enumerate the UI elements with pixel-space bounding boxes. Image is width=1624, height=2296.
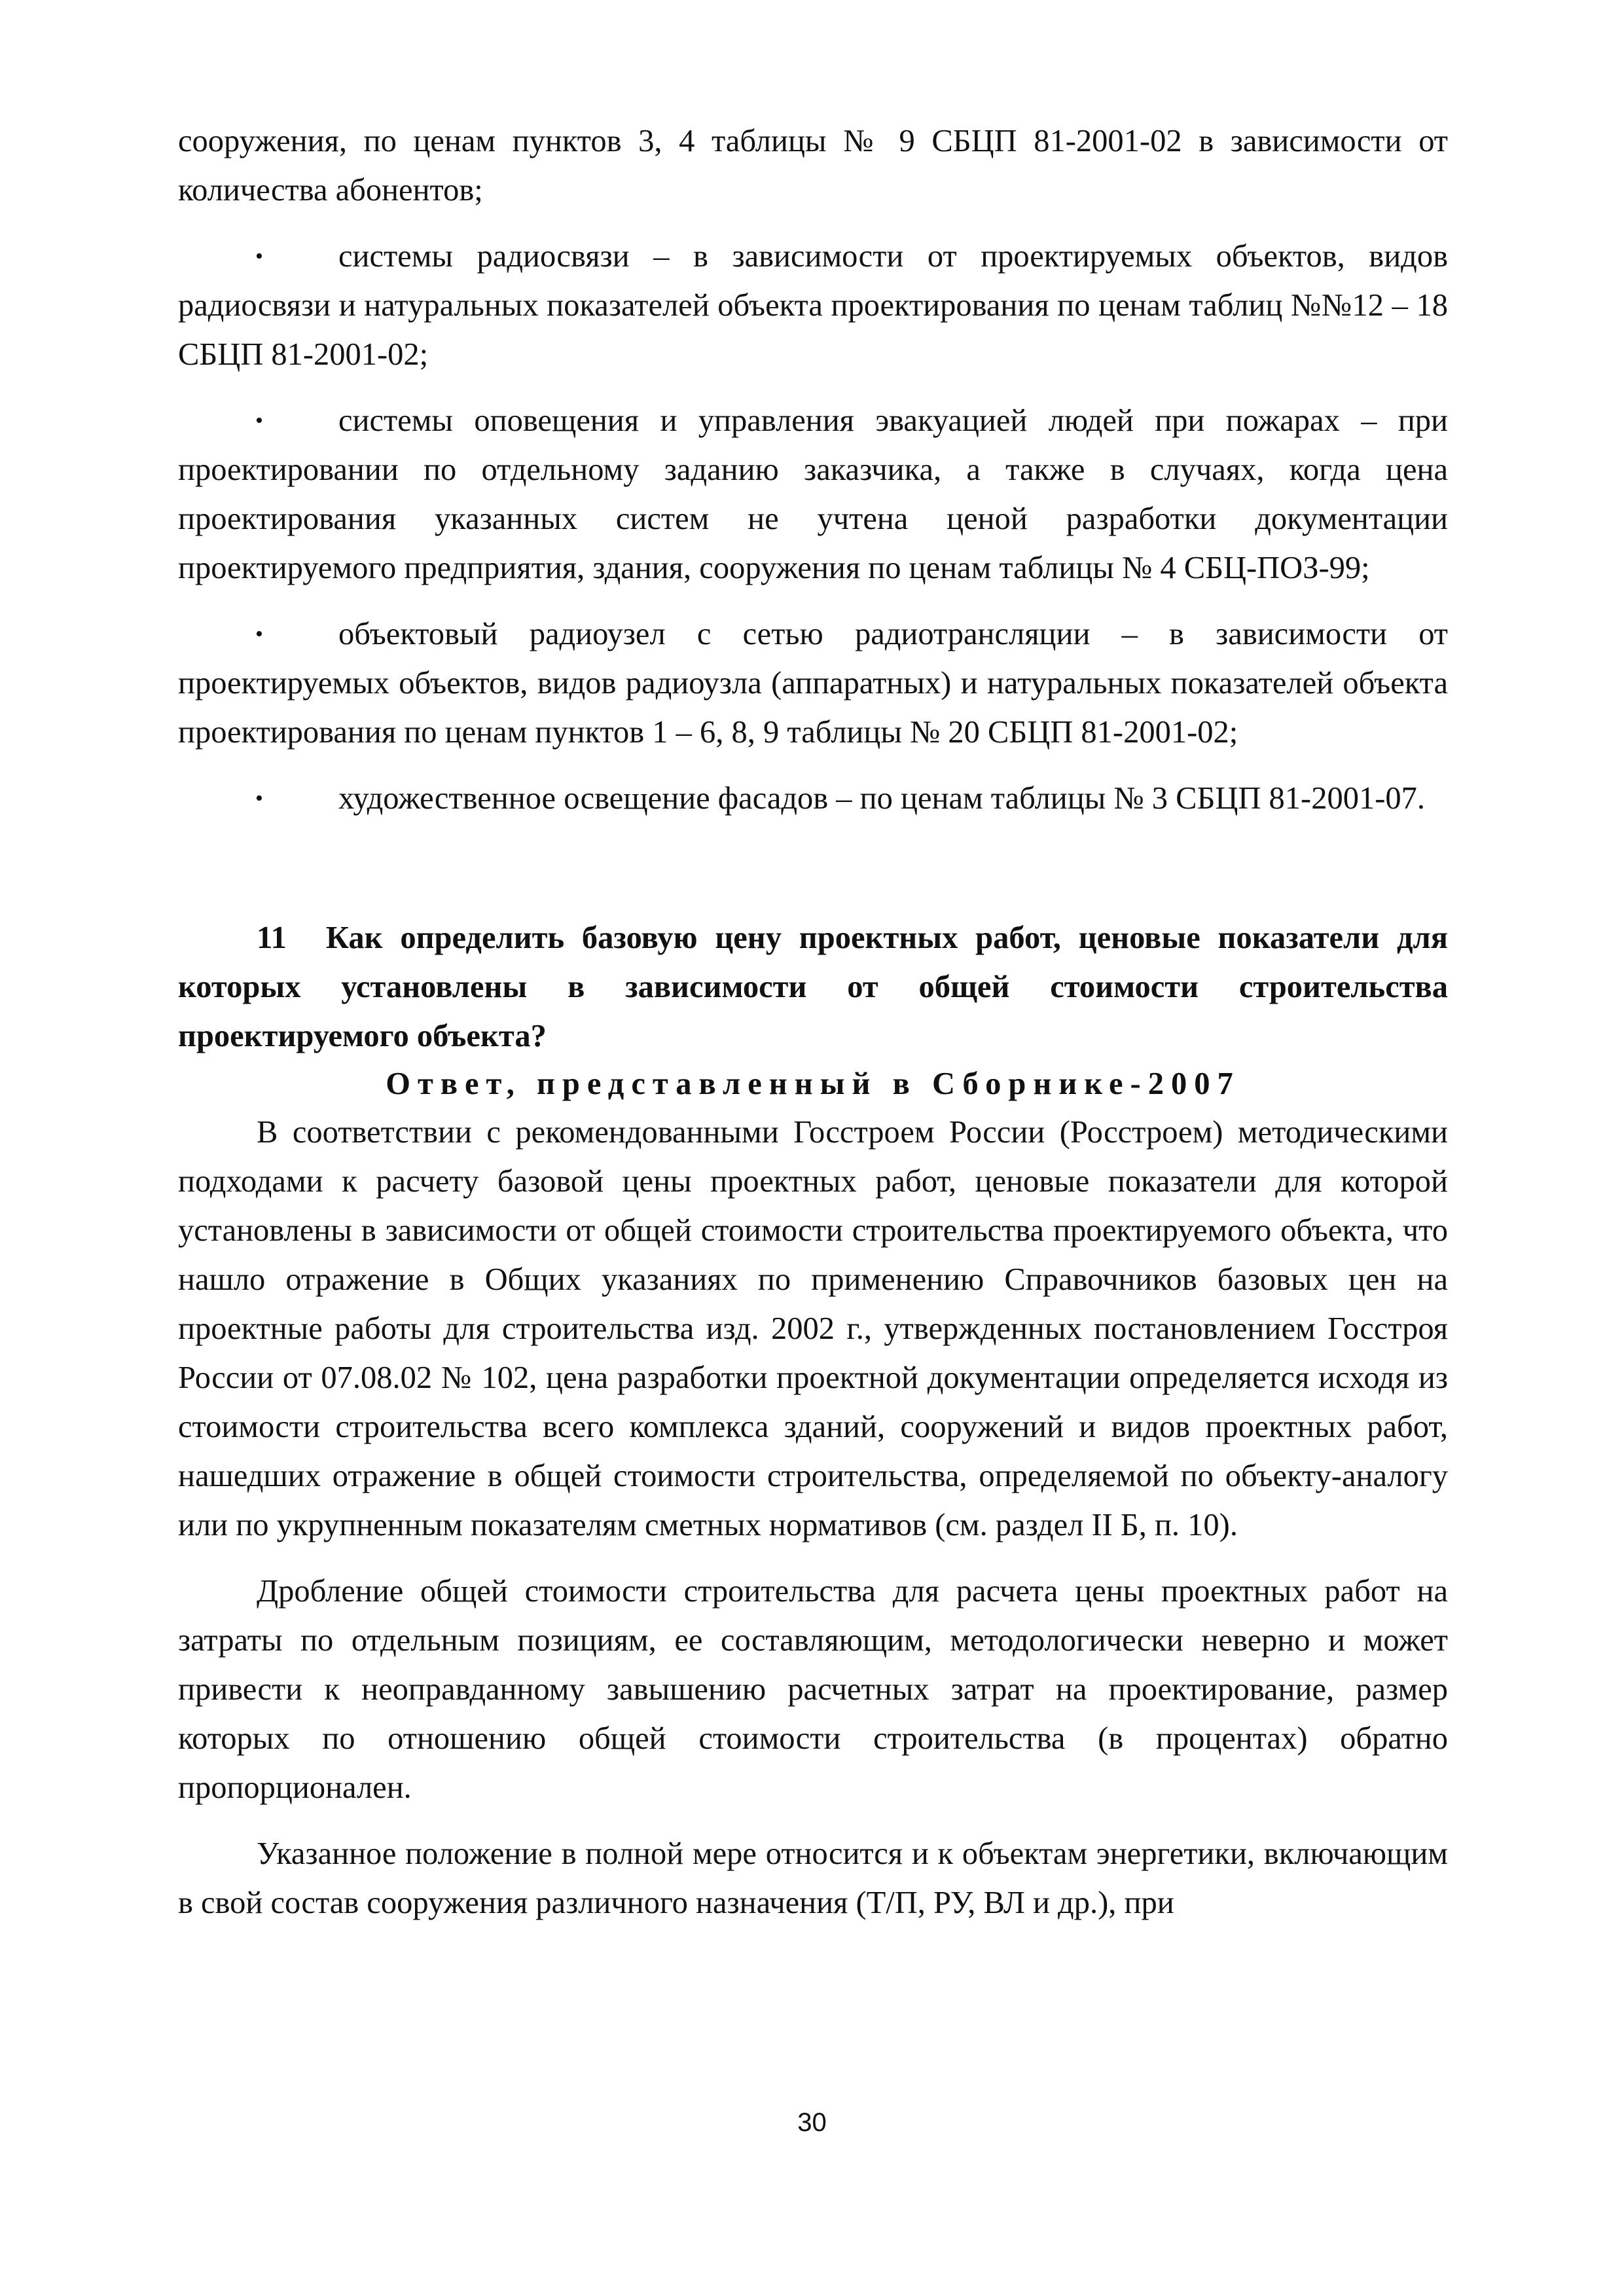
bullet-item [178, 232, 1448, 379]
answer-title: Ответ, представленный в Сборнике-2007 [386, 1066, 1240, 1101]
bullet-text: художественное освещение фасадов – по ценам таблицы № 3 СБЦП 81-2001-07. [338, 781, 1425, 816]
intro-paragraph: сооружения, по ценам пунктов 3, 4 таблицы № 9 СБЦП 81-2001-02 в зависимости от количества абонентов; [178, 124, 1448, 208]
bullet-icon: • [255, 244, 263, 268]
answer-paragraph: В соответствии с рекомендованными Госстроем России (Росстроем) методическими подходами к расчету базовой цены проектных работ, ценовые показатели для которой установлены в зависимости от общей стоимости строительства проектируемого объекта, что нашло отражение в Общих указаниях по применению Справочников базовых цен на проектные работы для строительства изд. 2002 г., утвержденных постановлением Госстроя России от 07.08.02 № 102, цена разработки проектной документации определяется исходя из стоимости строительства всего комплекса зданий, сооружений и видов проектных работ, нашедших отражение в общей стоимости строительства, определяемой по объекту-аналогу или по укрупненным показателям сметных нормативов (см. раздел II Б, п. 10). [178, 1115, 1448, 1542]
bullet-icon: • [255, 409, 263, 433]
bullet-text: объектовый радиоузел с сетью радиотрансляции – в зависимости от проектируемых объектов, видов радиоузла (аппаратных) и натуральных показателей объекта проектирования по ценам пунктов 1 – 6, 8, 9 таблицы № 20 СБЦП 81-2001-02; [178, 617, 1448, 750]
question-text: Как определить базовую цену проектных работ, ценовые показатели для которых установлены в зависимости от общей стоимости строительства проектируемого объекта? [178, 920, 1448, 1053]
bullet-text: системы радиосвязи – в зависимости от проектируемых объектов, видов радиосвязи и натуральных показателей объекта проектирования по ценам таблиц №№12 – 18 СБЦП 81-2001-02; [178, 239, 1448, 372]
bullet-item [178, 610, 1448, 757]
bullet-icon: • [255, 786, 263, 811]
bullet-item [178, 396, 1448, 592]
question-number: 11 [257, 920, 287, 955]
bullet-icon: • [255, 622, 263, 646]
bullet-item [178, 774, 1448, 823]
page-number: 30 [797, 2108, 827, 2137]
bullet-text: системы оповещения и управления эвакуацией людей при пожарах – при проектировании по отдельному заданию заказчика, а также в случаях, когда цена проектирования указанных систем не учтена ценой разработки документации проектируемого предприятия, здания, сооружения по ценам таблицы № 4 СБЦ-ПОЗ-99; [178, 403, 1448, 585]
answer-paragraph: Указанное положение в полной мере относится и к объектам энергетики, включающим в свой состав сооружения различного назначения (Т/П, РУ, ВЛ и др.), при [178, 1836, 1448, 1920]
answer-paragraph: Дробление общей стоимости строительства для расчета цены проектных работ на затраты по отдельным позициям, ее составляющим, методологически неверно и может привести к неоправданному завышению расчетных затрат на проектирование, размер которых по отношению общей стоимости строительства (в процентах) обратно пропорционален. [178, 1574, 1448, 1805]
question-heading [178, 913, 1448, 1061]
document-page [178, 117, 1448, 1927]
